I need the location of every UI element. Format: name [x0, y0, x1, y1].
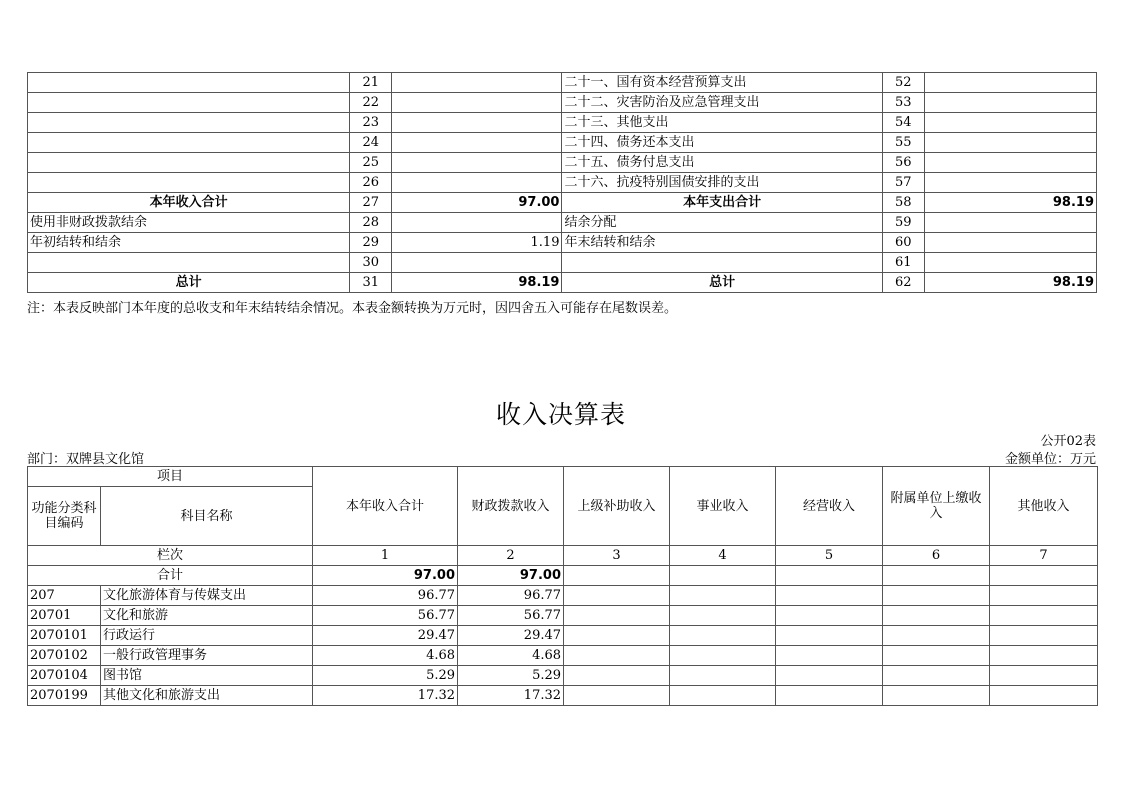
income-label: 使用非财政拨款结余 [28, 213, 350, 233]
func-code: 2070101 [28, 626, 101, 646]
cell-value: 17.32 [458, 686, 564, 706]
func-code: 207 [28, 586, 101, 606]
cell-value [564, 646, 670, 666]
total-label: 合计 [28, 566, 313, 586]
expense-row-number: 58 [882, 193, 924, 213]
cell-value [990, 586, 1098, 606]
func-code-header: 功能分类科目编码 [28, 487, 101, 546]
table-row [28, 153, 1097, 173]
income-row-number: 23 [350, 113, 392, 133]
income-amount [392, 93, 562, 113]
column-number: 7 [990, 546, 1098, 566]
column-header: 事业收入 [670, 467, 776, 546]
cell-value [883, 686, 990, 706]
expense-row-number: 55 [882, 133, 924, 153]
table-row [28, 253, 1097, 273]
cell-value [670, 606, 776, 626]
column-number-row [28, 546, 1098, 566]
table-row-total [28, 273, 1097, 293]
expense-label: 二十四、债务还本支出 [562, 133, 882, 153]
cell-value: 56.77 [313, 606, 458, 626]
cell-value [990, 686, 1098, 706]
total-value [670, 566, 776, 586]
column-header: 财政拨款收入 [458, 467, 564, 546]
cell-value [883, 606, 990, 626]
cell-value: 5.29 [458, 666, 564, 686]
expense-row-number: 56 [882, 153, 924, 173]
income-amount [392, 113, 562, 133]
income-table-body [28, 467, 1098, 706]
table-row-subtotal [28, 193, 1097, 213]
cell-value [776, 666, 883, 686]
income-amount [392, 153, 562, 173]
expense-label: 二十一、国有资本经营预算支出 [562, 73, 882, 93]
column-header: 附属单位上缴收入 [883, 467, 990, 546]
income-label [28, 73, 350, 93]
column-number: 2 [458, 546, 564, 566]
expense-label: 二十二、灾害防治及应急管理支出 [562, 93, 882, 113]
income-label: 年初结转和结余 [28, 233, 350, 253]
income-row-number: 22 [350, 93, 392, 113]
cell-value: 4.68 [458, 646, 564, 666]
table-row [28, 213, 1097, 233]
total-value [883, 566, 990, 586]
cell-value [670, 626, 776, 646]
total-value: 97.00 [313, 566, 458, 586]
table-row [28, 73, 1097, 93]
column-number: 6 [883, 546, 990, 566]
form-number: 公开02表 [1040, 434, 1096, 449]
subject-name: 一般行政管理事务 [101, 646, 313, 666]
func-code: 2070104 [28, 666, 101, 686]
table-row [28, 93, 1097, 113]
column-header: 本年收入合计 [313, 467, 458, 546]
table-row [28, 646, 1098, 666]
income-total-label: 总计 [28, 273, 350, 293]
department-label: 部门：双牌县文化馆 [27, 452, 145, 467]
expense-row-number: 61 [882, 253, 924, 273]
income-row-number: 26 [350, 173, 392, 193]
cell-value [990, 646, 1098, 666]
cell-value [776, 686, 883, 706]
cell-value [990, 666, 1098, 686]
cell-value: 96.77 [458, 586, 564, 606]
expense-row-number: 57 [882, 173, 924, 193]
cell-value [990, 626, 1098, 646]
cell-value [564, 606, 670, 626]
cell-value: 56.77 [458, 606, 564, 626]
table-note: 注：本表反映部门本年度的总收支和年末结转结余情况。本表金额转换为万元时，因四舍五入可能存在尾数误差。 [27, 301, 678, 316]
income-expense-summary-table [27, 72, 1097, 293]
expense-row-number: 53 [882, 93, 924, 113]
cell-value: 29.47 [458, 626, 564, 646]
expense-label [562, 253, 882, 273]
expense-subtotal-label: 本年支出合计 [562, 193, 882, 213]
income-label [28, 113, 350, 133]
income-row-number: 24 [350, 133, 392, 153]
row-index-label: 栏次 [28, 546, 313, 566]
cell-value [776, 586, 883, 606]
column-header: 经营收入 [776, 467, 883, 546]
expense-amount [924, 73, 1096, 93]
cell-value [670, 646, 776, 666]
income-amount [392, 213, 562, 233]
func-code: 20701 [28, 606, 101, 626]
table-row [28, 686, 1098, 706]
expense-label: 结余分配 [562, 213, 882, 233]
cell-value [670, 666, 776, 686]
table-row [28, 233, 1097, 253]
column-number: 3 [564, 546, 670, 566]
income-subtotal-label: 本年收入合计 [28, 193, 350, 213]
cell-value [883, 666, 990, 686]
amount-unit-label: 金额单位：万元 [1004, 452, 1096, 467]
income-row-number: 25 [350, 153, 392, 173]
subject-name: 其他文化和旅游支出 [101, 686, 313, 706]
income-amount [392, 173, 562, 193]
expense-label: 二十六、抗疫特别国债安排的支出 [562, 173, 882, 193]
income-label [28, 133, 350, 153]
income-row-number: 28 [350, 213, 392, 233]
cell-value [883, 646, 990, 666]
expense-total-amount: 98.19 [924, 273, 1096, 293]
subject-name: 图书馆 [101, 666, 313, 686]
table-row [28, 666, 1098, 686]
expense-amount [924, 133, 1096, 153]
expense-subtotal-amount: 98.19 [924, 193, 1096, 213]
cell-value [670, 586, 776, 606]
column-number: 1 [313, 546, 458, 566]
cell-value [564, 586, 670, 606]
cell-value [990, 606, 1098, 626]
subject-name-header: 科目名称 [101, 487, 313, 546]
func-code: 2070199 [28, 686, 101, 706]
expense-row-number: 59 [882, 213, 924, 233]
expense-amount [924, 173, 1096, 193]
subject-name: 文化和旅游 [101, 606, 313, 626]
income-row-number: 29 [350, 233, 392, 253]
table-row [28, 586, 1098, 606]
cell-value [776, 626, 883, 646]
cell-value [883, 626, 990, 646]
cell-value [564, 666, 670, 686]
income-total-amount: 98.19 [392, 273, 562, 293]
table-row [28, 133, 1097, 153]
cell-value [776, 606, 883, 626]
table-row [28, 113, 1097, 133]
total-value [990, 566, 1098, 586]
column-number: 5 [776, 546, 883, 566]
summary-table-body [28, 73, 1097, 293]
column-header: 上级补助收入 [564, 467, 670, 546]
income-amount [392, 253, 562, 273]
income-subtotal-amount: 97.00 [392, 193, 562, 213]
total-value: 97.00 [458, 566, 564, 586]
table-row [28, 626, 1098, 646]
cell-value [564, 626, 670, 646]
expense-label: 年末结转和结余 [562, 233, 882, 253]
func-code: 2070102 [28, 646, 101, 666]
cell-value [776, 646, 883, 666]
income-row-number: 31 [350, 273, 392, 293]
cell-value [564, 686, 670, 706]
income-amount [392, 133, 562, 153]
cell-value: 96.77 [313, 586, 458, 606]
cell-value [883, 586, 990, 606]
page-title: 收入决算表 [495, 400, 626, 429]
expense-amount [924, 233, 1096, 253]
expense-label: 二十五、债务付息支出 [562, 153, 882, 173]
column-number: 4 [670, 546, 776, 566]
cell-value: 29.47 [313, 626, 458, 646]
cell-value: 17.32 [313, 686, 458, 706]
expense-row-number: 54 [882, 113, 924, 133]
income-statement-table [27, 466, 1098, 706]
cell-value: 5.29 [313, 666, 458, 686]
income-row-number: 27 [350, 193, 392, 213]
expense-amount [924, 253, 1096, 273]
cell-value: 4.68 [313, 646, 458, 666]
income-row-number: 30 [350, 253, 392, 273]
expense-total-label: 总计 [562, 273, 882, 293]
column-header: 其他收入 [990, 467, 1098, 546]
expense-amount [924, 213, 1096, 233]
header-row [28, 467, 1098, 487]
expense-amount [924, 113, 1096, 133]
expense-label: 二十三、其他支出 [562, 113, 882, 133]
income-row-number: 21 [350, 73, 392, 93]
expense-row-number: 52 [882, 73, 924, 93]
expense-amount [924, 93, 1096, 113]
expense-row-number: 60 [882, 233, 924, 253]
subject-name: 文化旅游体育与传媒支出 [101, 586, 313, 606]
table-row-total [28, 566, 1098, 586]
income-label [28, 153, 350, 173]
total-value [564, 566, 670, 586]
subject-name: 行政运行 [101, 626, 313, 646]
project-header: 项目 [28, 467, 313, 487]
table-row [28, 173, 1097, 193]
table-row [28, 606, 1098, 626]
income-amount [392, 73, 562, 93]
cell-value [670, 686, 776, 706]
income-amount: 1.19 [392, 233, 562, 253]
expense-amount [924, 153, 1096, 173]
income-label [28, 93, 350, 113]
income-label [28, 173, 350, 193]
income-label [28, 253, 350, 273]
total-value [776, 566, 883, 586]
expense-row-number: 62 [882, 273, 924, 293]
